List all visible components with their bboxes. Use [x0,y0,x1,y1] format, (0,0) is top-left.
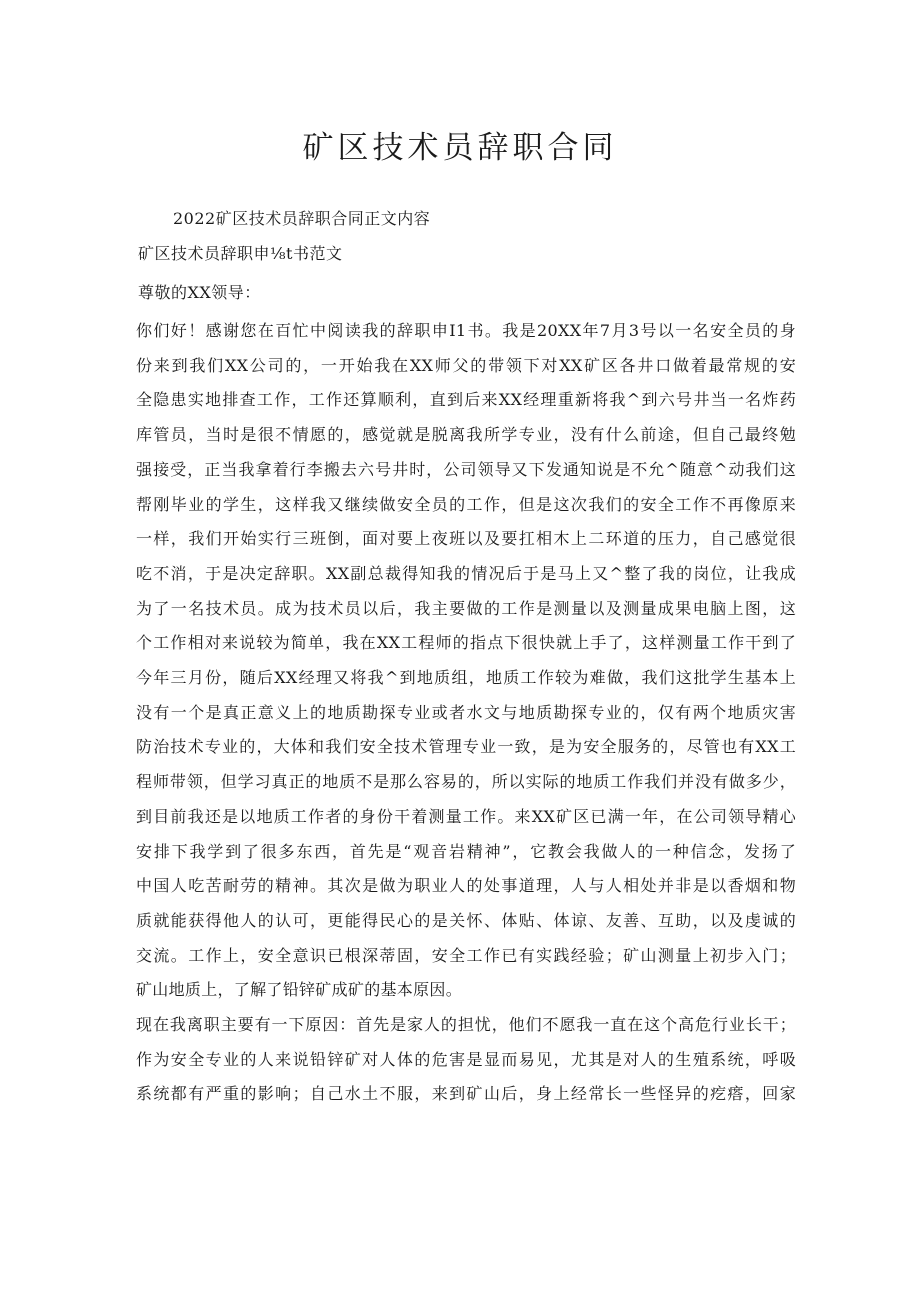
body-line: 交流。工作上，安全意识已根深蒂固，安全工作已有实践经验；矿山测量上初步入门； [136,945,796,965]
document-title: 矿区技术员辞职合同 [302,130,618,166]
body-line: 系统都有严重的影响；自己水土不服，来到矿山后，身上经常长一些怪异的疙瘩，回家 [136,1084,796,1104]
body-line: 程师带领，但学习真正的地质不是那么容易的，所以实际的地质工作我们并没有做多少， [136,772,796,792]
body-line: 你们好！感谢您在百忙中阅读我的辞职申I1书。我是20XX年7月3号以一名安全员的身 [136,321,796,340]
body-line: 防治技术专业的，大体和我们安全技术管理专业一致，是为安全服务的，尽管也有XX工 [136,737,796,757]
body-line: 没有一个是真正意义上的地质勘探专业或者水文与地质勘探专业的，仅有两个地质灾害 [136,702,796,722]
body-line: 份来到我们XX公司的，一开始我在XX师父的带领下对XX矿区各井口做着最常规的安 [136,355,796,375]
body-line: 一样，我们开始实行三班倒，面对要上夜班以及要扛相木上二环道的压力，自己感觉很 [136,529,796,549]
body-line: 库管员，当时是很不情愿的，感觉就是脱离我所学专业，没有什么前途，但自己最终勉 [136,425,796,445]
body-line: 为了一名技术员。成为技术员以后，我主要做的工作是测量以及测量成果电脑上图，这 [136,598,796,618]
body-line: 中国人吃苦耐劳的精神。其次是做为职业人的处事道理，人与人相处并非是以香烟和物 [136,876,796,896]
letter-heading: 矿区技术员辞职申⅛t书范文 [138,244,343,263]
body-line: 今年三月份，随后XX经理又将我^到地质组，地质工作较为难做，我们这批学生基本上 [136,668,796,688]
letter-salutation: 尊敬的XX领导： [138,283,261,302]
body-line: 到目前我还是以地质工作者的身份干着测量工作。来XX矿区已满一年，在公司领导精心 [136,806,796,826]
body-line: 作为安全专业的人来说铅锌矿对人体的危害是显而易见，尤其是对人的生殖系统，呼吸 [136,1049,796,1069]
body-line: 帮刚毕业的学生，这样我又继续做安全员的工作，但是这次我们的安全工作不再像原来 [136,494,796,514]
body-line: 现在我离职主要有一下原因：首先是家人的担忧，他们不愿我一直在这个高危行业长干； [136,1015,796,1035]
letter-body [136,314,796,1112]
body-line: 强接受，正当我拿着行李搬去六号井时，公司领导又下发通知说是不允^随意^动我们这 [136,459,796,479]
body-line: 吃不消，于是决定辞职。XX副总裁得知我的情况后于是马上又^整了我的岗位，让我成 [136,563,796,583]
body-line: 质就能获得他人的认可，更能得民心的是关怀、体贴、体谅、友善、互助，以及虔诚的 [136,910,796,930]
body-line: 全隐患实地排查工作，工作还算顺利，直到后来XX经理重新将我^到六号井当一名炸药 [136,390,796,410]
body-line: 个工作相对来说较为简单，我在XX工程师的指点下很快就上手了，这样测量工作干到了 [136,633,796,653]
document-subtitle: 2022矿区技术员辞职合同正文内容 [173,209,431,228]
body-line: 安排下我学到了很多东西，首先是“观音岩精神”，它教会我做人的一种信念，发扬了 [136,841,796,861]
body-line: 矿山地质上，了解了铅锌矿成矿的基本原因。 [136,980,463,1000]
